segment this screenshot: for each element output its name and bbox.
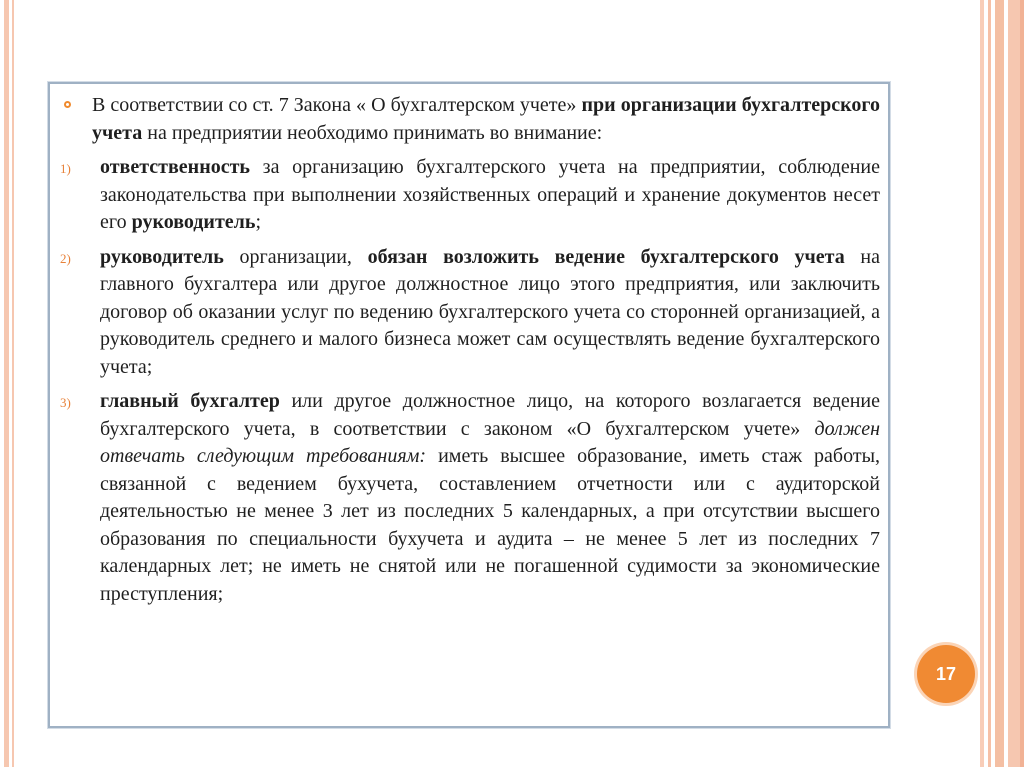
page-number: 17: [935, 663, 957, 684]
intro-text-1: В соответствии со ст. 7 Закона « О бухгалтерском учете»: [92, 94, 582, 116]
content-frame: [48, 82, 890, 728]
item-2-text-2: на главного бухгалтера или другое должностное лицо этого предприятия, или заключить договор об оказании услуг по ведению бухгалтерского учета со сторонней организацией, а руководитель среднего и малого бизнеса может сам осуществлять ведение бухгалтерского учета;: [100, 245, 880, 378]
intro-paragraph: [60, 92, 880, 147]
item-1-bold-2: руководитель: [131, 211, 256, 233]
list-number: 1): [60, 161, 71, 176]
item-3-italic-1: должен отвечать следующим требованиям:: [100, 417, 880, 467]
item-3-text-1: или другое должностное лицо, на которого возлагается ведение бухгалтерского учета, в соответствии с законом «О бухгалтерском учете»: [100, 390, 881, 440]
list-item-2: [60, 244, 880, 382]
circle-bullet-icon: [64, 101, 71, 108]
item-3-bold-1: главный бухгалтер: [100, 390, 280, 412]
item-2-bold-1: руководитель: [100, 245, 224, 268]
item-1-bold-1: ответственность: [100, 156, 251, 178]
item-2-text-1: организации,: [223, 245, 368, 268]
intro-text-2: на предприятии необходимо принимать во внимание:: [142, 121, 603, 144]
decor-stripe-right-1: [980, 0, 984, 767]
slide-body: [60, 92, 880, 615]
item-2-bold-2: обязан возложить ведение бухгалтерского учета: [367, 245, 845, 268]
decor-stripe-left-thin: [12, 0, 14, 767]
list-item-3: [60, 388, 880, 608]
list-item-1: [60, 154, 880, 237]
item-1-text-2: ;: [255, 211, 262, 233]
list-number: 3): [60, 395, 71, 410]
list-number: 2): [60, 250, 71, 266]
item-1-text-1: за организацию бухгалтерского учета на предприятии, соблюдение законодательства при выполнении хозяйственных операций и хранение документов несет его: [100, 156, 880, 233]
decor-stripe-left: [4, 0, 9, 767]
decor-stripe-right-5: [1020, 0, 1024, 767]
decor-stripe-right-2: [988, 0, 991, 767]
intro-bold-1: при организации бухгалтерского учета: [92, 94, 880, 144]
decor-stripe-right-3: [995, 0, 1004, 767]
item-3-text-2: иметь высшее образование, иметь стаж работы, связанной с ведением бухучета, составлением отчетности или с аудиторской деятельностью не менее 3 лет из последних 5 календарных, а при отсутствии высшего образования по специальности бухучета и аудита – не менее 5 лет из последних 7 календарных лет; не иметь не снятой или не погашенной судимости за экономические преступления;: [100, 445, 881, 605]
page-number-badge: [917, 645, 975, 703]
